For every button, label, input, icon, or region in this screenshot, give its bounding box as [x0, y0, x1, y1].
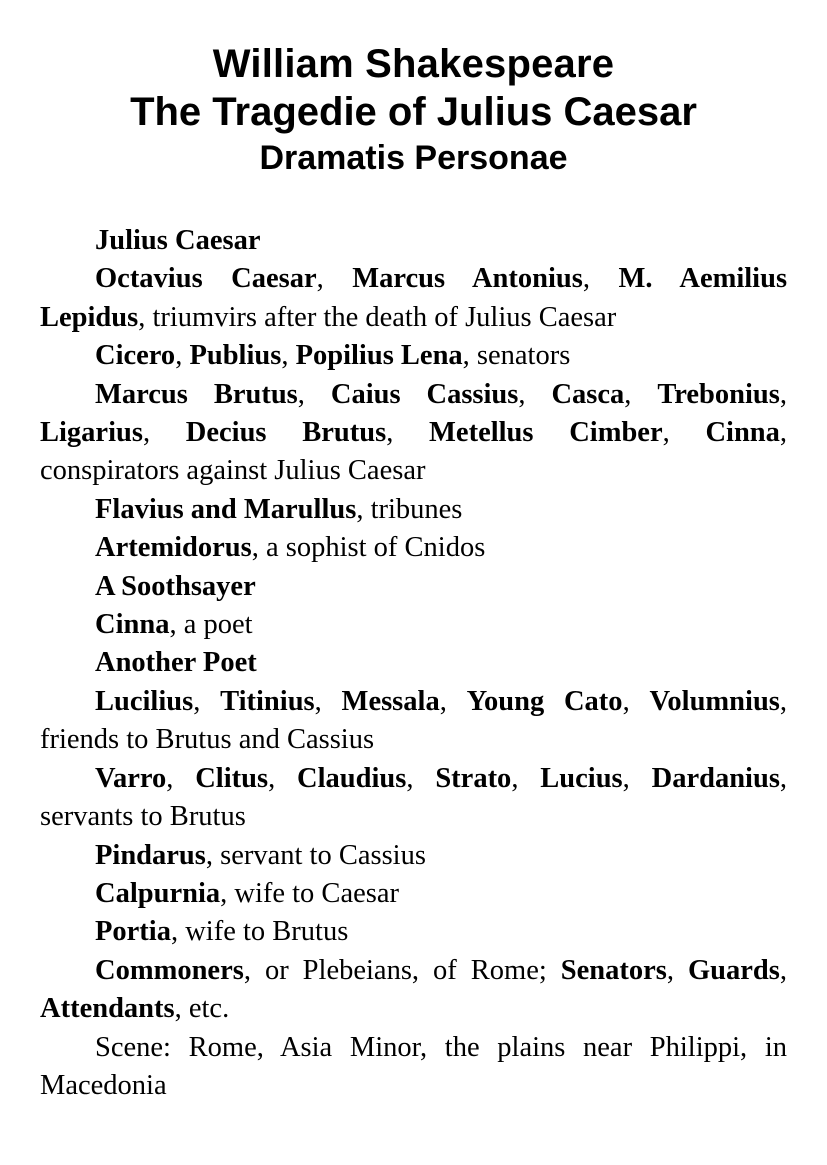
character-name: Decius Brutus — [185, 417, 387, 449]
character-name: Lucius — [540, 762, 623, 794]
character-name: Young Cato — [466, 685, 623, 717]
persona-entry — [40, 1029, 787, 1106]
character-name: Publius — [189, 340, 282, 372]
persona-entry — [40, 760, 787, 837]
character-description: , servants to Brutus — [40, 762, 788, 833]
persona-entry — [40, 491, 787, 529]
character-name: Attendants — [40, 993, 175, 1025]
character-name: Titinius — [220, 685, 315, 717]
character-description: , — [268, 762, 298, 794]
character-name: Dardanius — [651, 762, 780, 794]
character-description: Scene: Rome, Asia Minor, the plains near Philippi, in Macedonia — [40, 1031, 787, 1101]
character-name: Volumnius — [649, 685, 780, 717]
character-name: Commoners — [95, 954, 244, 986]
character-name: Marcus Brutus — [95, 378, 298, 410]
character-description: , servant to Cassius — [205, 839, 426, 871]
character-name: Messala — [341, 685, 440, 717]
persona-entry — [40, 644, 787, 682]
character-name: Popilius Lena — [295, 340, 463, 372]
character-description: , — [175, 340, 190, 372]
character-description: , — [622, 762, 652, 794]
persona-entry — [40, 913, 787, 951]
character-description: , — [142, 417, 186, 449]
document-page — [40, 40, 787, 1105]
character-name: Portia — [95, 916, 171, 948]
character-name: Marcus Antonius — [352, 263, 583, 295]
character-description: , — [297, 378, 331, 410]
persona-entry — [40, 952, 787, 1029]
author-heading: William Shakespeare — [212, 42, 615, 86]
play-title: The Tragedie of Julius Caesar — [130, 90, 697, 134]
character-name: Another Poet — [95, 647, 257, 679]
character-description: , wife to Caesar — [220, 877, 399, 909]
character-name: Julius Caesar — [95, 225, 261, 256]
character-description: , friends to Brutus and Cassius — [40, 685, 788, 756]
character-description: , — [193, 685, 221, 717]
character-description: , — [511, 762, 541, 794]
character-description: , — [518, 378, 552, 410]
character-name: Guards — [688, 954, 780, 986]
character-description: , — [386, 417, 430, 449]
character-description: , — [779, 954, 787, 986]
character-description: , — [314, 685, 342, 717]
character-description: , — [406, 762, 436, 794]
character-name: Flavius and Marullus — [95, 493, 357, 525]
character-description: , — [662, 417, 706, 449]
character-description: , — [622, 685, 650, 717]
persona-entry — [40, 260, 787, 337]
persona-entry — [40, 837, 787, 875]
dramatis-personae-list — [40, 222, 787, 1105]
character-description: , a poet — [169, 609, 253, 641]
character-description: , — [281, 340, 296, 372]
character-name: Pindarus — [95, 839, 206, 871]
persona-entry — [40, 606, 787, 644]
character-name: Caius Cassius — [330, 378, 519, 410]
character-name: M. Aemilius Lepidus — [40, 263, 788, 333]
character-description: , — [316, 263, 353, 295]
character-description: , — [166, 762, 196, 794]
character-description: , etc. — [174, 993, 230, 1025]
character-name: Varro — [95, 762, 167, 794]
character-description: , — [582, 263, 619, 295]
character-name: Claudius — [297, 762, 407, 794]
character-description: , triumvirs after the death of Julius Caesar — [138, 301, 617, 333]
character-name: Strato — [435, 762, 512, 794]
character-description: , tribunes — [356, 493, 463, 525]
character-description: , conspirators against Julius Caesar — [40, 417, 788, 487]
character-description: , senators — [462, 340, 571, 372]
character-name: Artemidorus — [95, 532, 252, 564]
persona-entry — [40, 568, 787, 606]
character-name: Cicero — [95, 340, 176, 372]
persona-entry — [40, 875, 787, 913]
persona-entry — [40, 376, 787, 491]
persona-entry — [40, 683, 787, 760]
persona-entry — [40, 222, 787, 260]
title-block — [40, 40, 787, 180]
character-name: Lucilius — [95, 685, 194, 717]
character-description: , — [779, 378, 787, 410]
character-name: Calpurnia — [95, 877, 221, 909]
character-name: Casca — [551, 378, 625, 410]
character-description: , or Plebeians, of Rome; — [243, 954, 561, 986]
character-name: Clitus — [195, 762, 269, 794]
character-name: Trebonius — [657, 378, 780, 410]
character-name: Metellus Cimber — [429, 417, 663, 449]
character-name: Senators — [560, 954, 667, 986]
character-description: , a sophist of Cnidos — [251, 532, 486, 564]
character-description: , — [439, 685, 467, 717]
character-name: Cinna — [95, 609, 170, 641]
character-description: , wife to Brutus — [170, 916, 349, 948]
persona-entry — [40, 529, 787, 567]
character-description: , — [666, 954, 688, 986]
character-name: Cinna — [705, 417, 780, 449]
character-name: Octavius Caesar — [95, 263, 317, 295]
character-name: Ligarius — [40, 417, 143, 449]
character-name: A Soothsayer — [95, 570, 256, 602]
persona-entry — [40, 337, 787, 375]
section-title: Dramatis Personae — [259, 139, 568, 177]
character-description: , — [624, 378, 658, 410]
